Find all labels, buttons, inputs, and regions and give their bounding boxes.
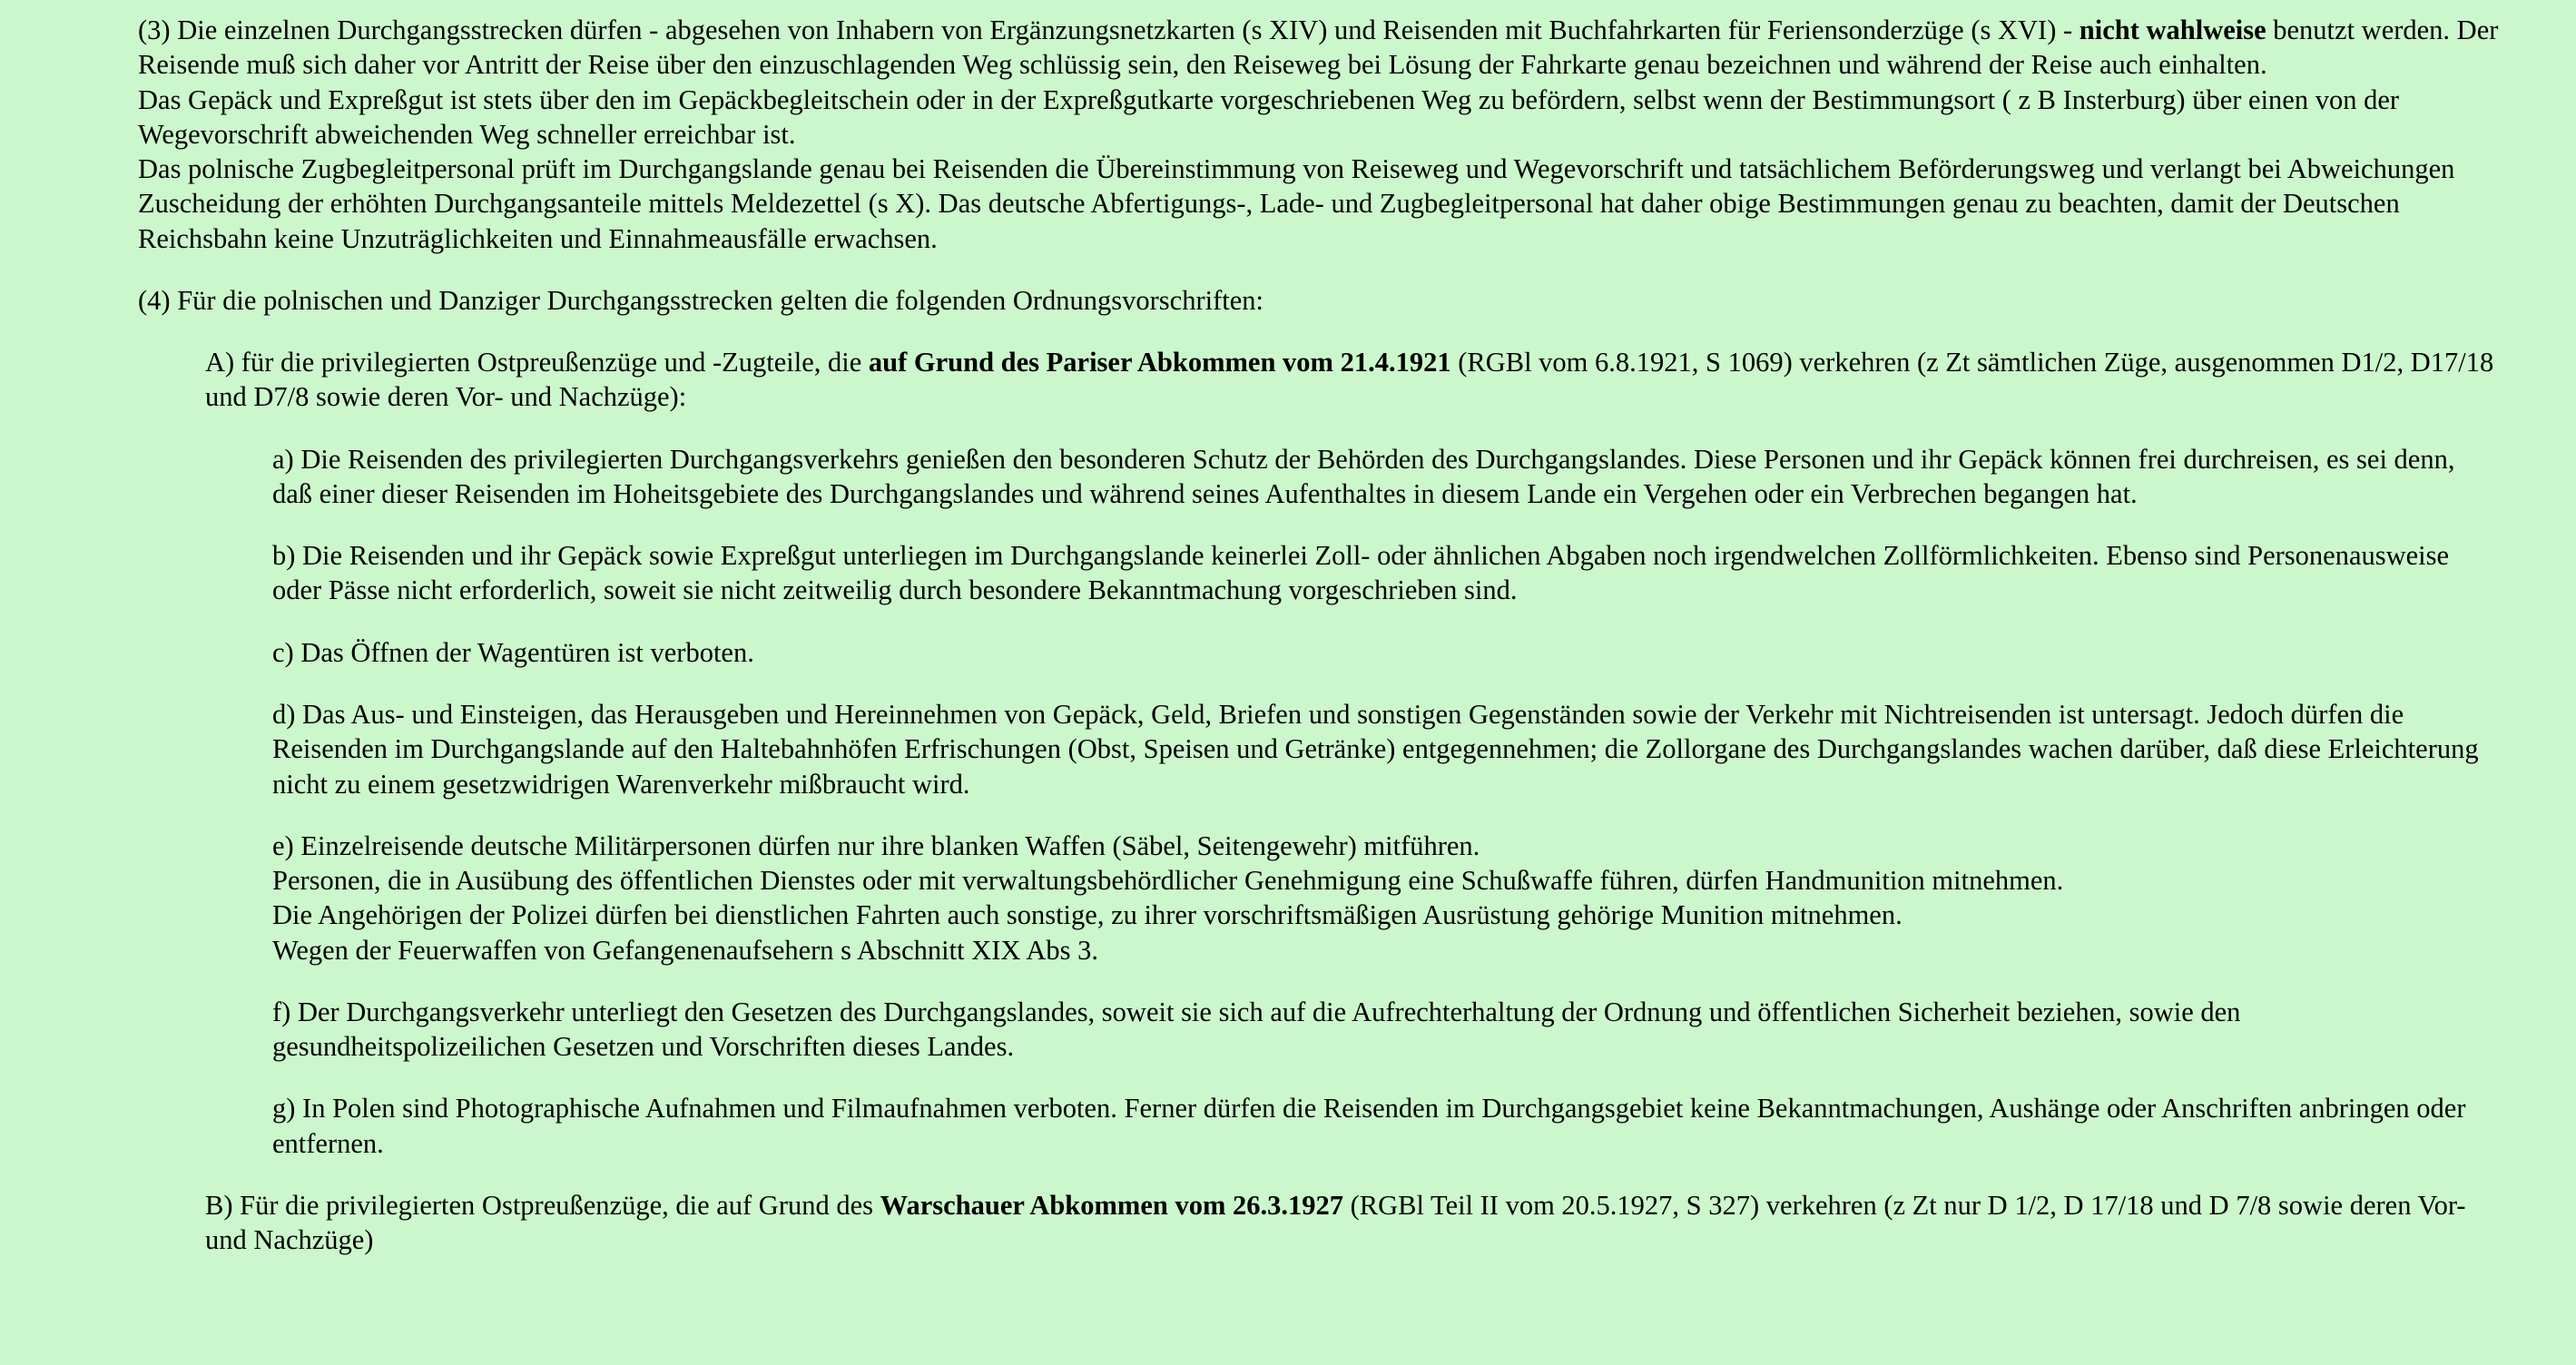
- paragraph-3-part-2: benutzt werden. Der Reisende muß sich daher vor Antritt der Reise über den einzuschlagenden Weg schlüssig sein, den Reiseweg bei Lösung der Fahrkarte genau bezeichnen und während der Reise auch einhalten.: [138, 15, 2499, 81]
- item-f: [272, 995, 2500, 1065]
- paragraph-3-text: [138, 13, 2500, 83]
- spacer: [138, 256, 2500, 283]
- paragraph-3b-text: Das Gepäck und Expreßgut ist stets über den im Gepäckbegleitschein oder in der Expreßgutkarte vorgeschriebenen Weg zu befördern, selbst wenn der Bestimmungsort ( z B Insterburg) über einen von der Wegevorschrift abweichenden Weg schneller erreichbar ist.: [138, 83, 2400, 150]
- section-b-emphasis: Warschauer Abkommen vom 26.3.1927: [880, 1189, 1343, 1221]
- item-e-line-4: Wegen der Feuerwaffen von Gefangenenaufsehern s Abschnitt XIX Abs 3.: [272, 934, 1099, 966]
- spacer: [138, 415, 2500, 442]
- spacer: [138, 511, 2500, 538]
- spacer: [138, 670, 2500, 697]
- item-d: [272, 697, 2500, 801]
- item-g-text: g) In Polen sind Photographische Aufnahmen und Filmaufnahmen verboten. Ferner dürfen die Reisenden im Durchgangsgebiet keine Bekanntmachungen, Aushänge oder Anschriften anbringen oder entfernen.: [272, 1093, 2466, 1159]
- section-a-text: [205, 345, 2500, 415]
- item-a-text: a) Die Reisenden des privilegierten Durchgangsverkehrs genießen den besonderen Schutz der Behörden des Durchgangslandes. Diese Personen und ihr Gepäck können frei durchreisen, es sei denn, daß einer dieser Reisenden im Hoheitsgebiete des Durchgangslandes und während seines Aufenthaltes in diesem Lande ein Vergehen oder ein Verbrechen begangen hat.: [272, 443, 2455, 509]
- item-e-line-3: Die Angehörigen der Polizei dürfen bei dienstlichen Fahrten auch sonstige, zu ihrer vorschriftsmäßigen Ausrüstung gehörige Munition mitnehmen.: [272, 899, 1903, 931]
- paragraph-3-part-1: (3) Die einzelnen Durchgangsstrecken dürfen - abgesehen von Inhabern von Ergänzungsnetzkarten (s XIV) und Reisenden mit Buchfahrkarten für Feriensonderzüge (s XVI) -: [138, 15, 2079, 45]
- section-b-part-2: (RGBl Teil II vom 20.5.1927, S 327) verkehren (z Zt nur D 1/2, D 17/18 und D 7/8 sowie deren Vor- und Nachzüge): [205, 1189, 2466, 1256]
- item-d-text: d) Das Aus- und Einsteigen, das Herausgeben und Hereinnehmen von Gepäck, Geld, Briefen und sonstigen Gegenständen sowie der Verkehr mit Nichtreisenden ist untersagt. Jedoch dürfen die Reisenden im Durchgangslande auf den Haltebahnhöfen Erfrischungen (Obst, Speisen und Getränke) entgegennehmen; die Zollorgane des Durchgangslandes wachen darüber, daß diese Erleichterung nicht zu einem gesetzwidrigen Warenverkehr mißbraucht wird.: [272, 698, 2479, 800]
- item-a: [272, 442, 2500, 512]
- section-b-text: [205, 1188, 2500, 1258]
- item-c-text: c) Das Öffnen der Wagentüren ist verboten.: [272, 636, 754, 668]
- section-b: [205, 1188, 2500, 1258]
- spacer: [138, 318, 2500, 345]
- paragraph-3b: [138, 83, 2500, 152]
- paragraph-3: [138, 13, 2500, 83]
- item-c: [272, 635, 2500, 670]
- item-b: [272, 538, 2500, 608]
- item-e: [272, 829, 2500, 967]
- paragraph-4-text: (4) Für die polnischen und Danziger Durchgangsstrecken gelten die folgenden Ordnungsvorschriften:: [138, 284, 1263, 316]
- item-e-line-1: e) Einzelreisende deutsche Militärpersonen dürfen nur ihre blanken Waffen (Säbel, Seitengewehr) mitführen.: [272, 830, 1480, 861]
- spacer: [138, 608, 2500, 635]
- spacer: [138, 1161, 2500, 1188]
- paragraph-4: [138, 283, 2500, 318]
- item-g: [272, 1091, 2500, 1161]
- spacer: [138, 1064, 2500, 1091]
- paragraph-3c: [138, 152, 2500, 256]
- paragraph-3-emphasis: nicht wahlweise: [2079, 15, 2266, 45]
- spacer: [138, 967, 2500, 995]
- paragraph-3c-text: Das polnische Zugbegleitpersonal prüft im Durchgangslande genau bei Reisenden die Übereinstimmung von Reiseweg und Wegevorschrift und tatsächlichem Beförderungsweg und verlangt bei Abweichungen Zuscheidung der erhöhten Durchgangsanteile mittels Meldezettel (s X). Das deutsche Abfertigungs-, Lade- und Zugbegleitpersonal hat daher obige Bestimmungen genau zu beachten, damit der Deutschen Reichsbahn keine Unzuträglichkeiten und Einnahmeausfälle erwachsen.: [138, 153, 2455, 254]
- section-a-part-2: (RGBl vom 6.8.1921, S 1069) verkehren (z Zt sämtlichen Züge, ausgenommen D1/2, D17/18 und D7/8 sowie deren Vor- und Nachzüge):: [205, 347, 2494, 413]
- spacer: [138, 801, 2500, 829]
- item-b-text: b) Die Reisenden und ihr Gepäck sowie Expreßgut unterliegen im Durchgangslande keinerlei Zoll- oder ähnlichen Abgaben noch irgendwelchen Zollförmlichkeiten. Ebenso sind Personenausweise oder Pässe nicht erforderlich, soweit sie nicht zeitweilig durch besondere Bekanntmachung vorgeschrieben sind.: [272, 540, 2450, 606]
- section-a: [205, 345, 2500, 415]
- section-a-emphasis: auf Grund des Pariser Abkommen vom 21.4.1921: [868, 347, 1451, 378]
- item-e-line-2: Personen, die in Ausübung des öffentlichen Dienstes oder mit verwaltungsbehördlicher Genehmigung eine Schußwaffe führen, dürfen Handmunition mitnehmen.: [272, 865, 2064, 897]
- item-f-text: f) Der Durchgangsverkehr unterliegt den Gesetzen des Durchgangslandes, soweit sie sich auf die Aufrechterhaltung der Ordnung und öffentlichen Sicherheit beziehen, sowie den gesundheitspolizeilichen Gesetzen und Vorschriften dieses Landes.: [272, 996, 2241, 1063]
- section-a-part-1: A) für die privilegierten Ostpreußenzüge und -Zugteile, die: [205, 347, 869, 378]
- section-b-part-1: B) Für die privilegierten Ostpreußenzüge, die auf Grund des: [205, 1189, 880, 1221]
